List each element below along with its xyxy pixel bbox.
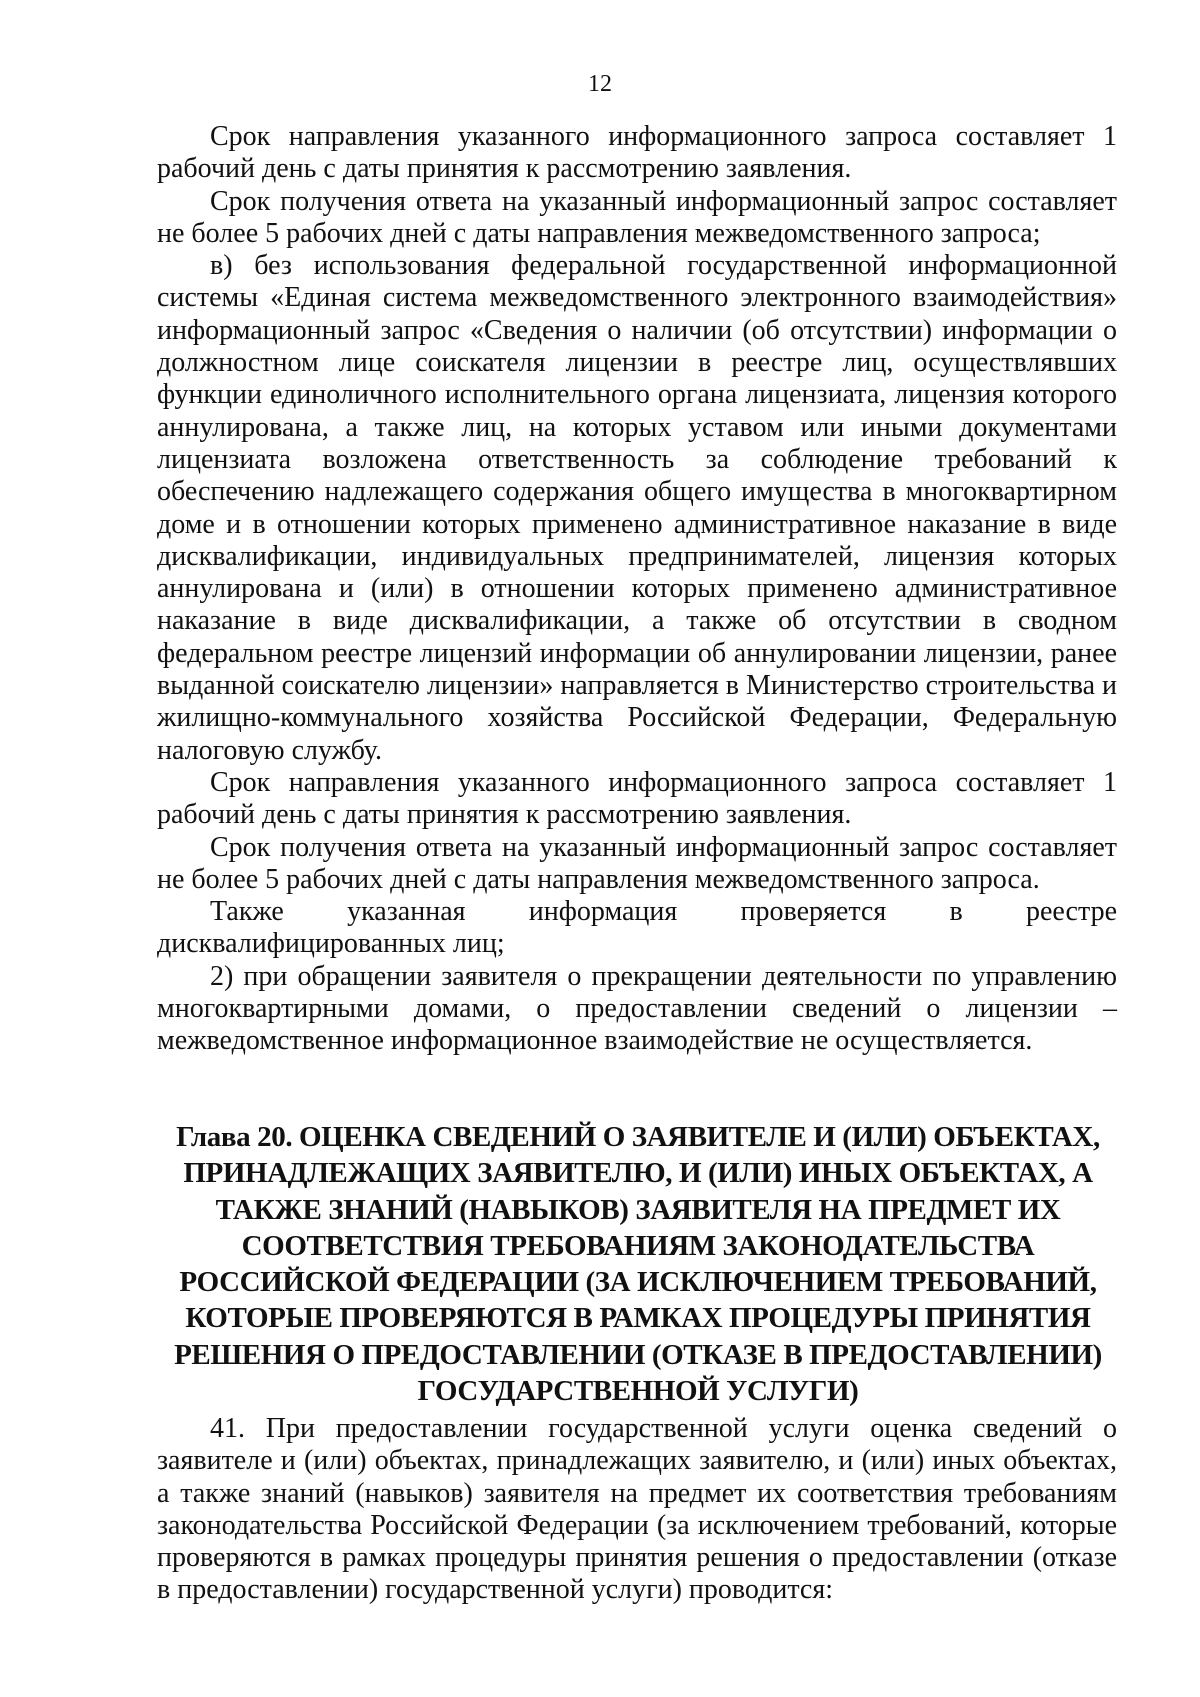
page-number: 12 [588,71,612,97]
paragraph-clause-41: 41. При предоставлении государственной услуги оценка сведений о заявителе и (или) объектах, принадлежащих заявителю, и (или) иных объектах, а также знаний (навыков) заявителя на предмет их соответствия требованиям законодательства Российской Федерации (за исключением требований, которые проверяются в рамках процедуры принятия решения о предоставлении (отказе в предоставлении) государственной услуги) проводится: [157,1413,1117,1606]
paragraph-response-deadline: Срок получения ответа на указанный информационный запрос составляет не более 5 рабочих дней с даты направления межведомственного запроса; [157,185,1117,249]
paragraph-response-deadline-2: Срок получения ответа на указанный информационный запрос составляет не более 5 рабочих дней с даты направления межведомственного запроса. [157,831,1117,895]
chapter-heading: Глава 20. ОЦЕНКА СВЕДЕНИЙ О ЗАЯВИТЕЛЕ И (ИЛИ) ОБЪЕКТАХ, ПРИНАДЛЕЖАЩИХ ЗАЯВИТЕЛЮ, И (ИЛИ) ИНЫХ ОБЪЕКТАХ, А ТАКЖЕ ЗНАНИЙ (НАВЫКОВ) ЗАЯВИТЕЛЯ НА ПРЕДМЕТ ИХ СООТВЕТСТВИЯ ТРЕБОВАНИЯМ ЗАКОНОДАТЕЛЬСТВА РОССИЙСКОЙ ФЕДЕРАЦИИ (ЗА ИСКЛЮЧЕНИЕМ ТРЕБОВАНИЙ, КОТОРЫЕ ПРОВЕРЯЮТСЯ В РАМКАХ ПРОЦЕДУРЫ ПРИНЯТИЯ РЕШЕНИЯ О ПРЕДОСТАВЛЕНИИ (ОТКАЗЕ В ПРЕДОСТАВЛЕНИИ) ГОСУДАРСТВЕННОЙ УСЛУГИ) [174,1121,1102,1408]
paragraph-item-2: 2) при обращении заявителя о прекращении деятельности по управлению многоквартирными домами, о предоставлении сведений о лицензии – межведомственное информационное взаимодействие не осуществляется. [157,960,1117,1057]
section-text [157,1413,1117,1607]
body-text [157,121,1117,1058]
paragraph-request-deadline-2: Срок направления указанного информационного запроса составляет 1 рабочий день с даты принятия к рассмотрению заявления. [157,766,1117,831]
paragraph-item-v: в) без использования федеральной государственной информационной системы «Единая система межведомственного электронного взаимодействия» информационный запрос «Сведения о наличии (об отсутствии) информации о должностном лице соискателя лицензии в реестре лиц, осуществлявших функции единоличного исполнительного органа лицензиата, лицензия которого аннулирована, а также лиц, на которых уставом или иными документами лицензиата возложена ответственность за соблюдение требований к обеспечению надлежащего содержания общего имущества в многоквартирном доме и в отношении которых применено административное наказание в виде дисквалификации, индивидуальных предпринимателей, лицензия которых аннулирована и (или) в отношении которых применено административное наказание в виде дисквалификации, а также об отсутствии в сводном федеральном реестре лицензий информации об аннулировании лицензии, ранее выданной соискателю лицензии» направляется в Министерство строительства и жилищно-коммунального хозяйства Российской Федерации, Федеральную налоговую службу. [157,250,1117,766]
paragraph-disqualified-registry: Также указанная информация проверяется в реестре дисквалифицированных лиц; [157,896,1117,960]
paragraph-request-deadline: Срок направления указанного информационного запроса составляет 1 рабочий день с даты принятия к рассмотрению заявления. [157,121,1117,185]
